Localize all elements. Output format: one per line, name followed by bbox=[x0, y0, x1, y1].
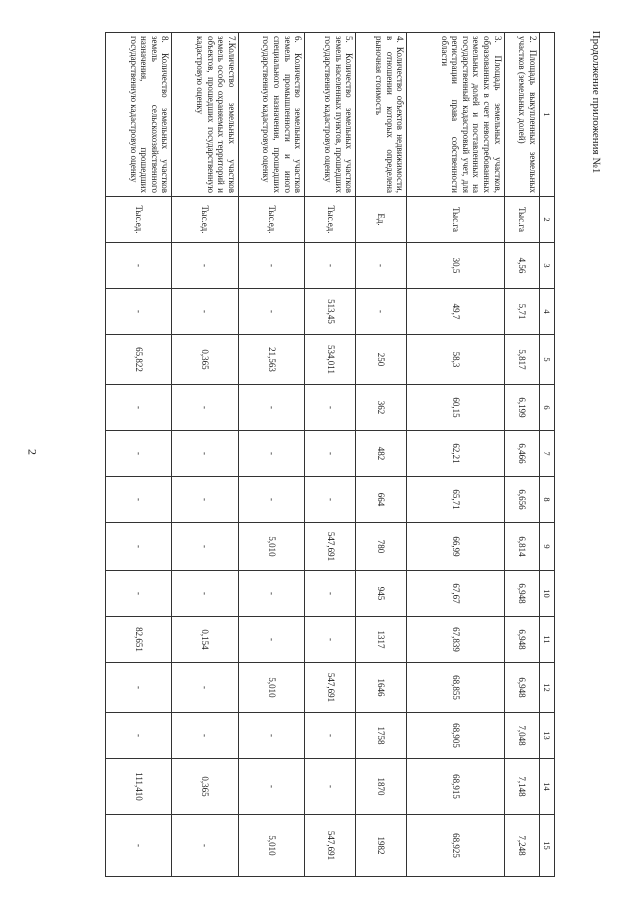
column-header: 6 bbox=[540, 385, 555, 431]
column-header: 14 bbox=[540, 759, 555, 815]
cell-value: - bbox=[305, 243, 356, 289]
cell-value: 362 bbox=[356, 385, 407, 431]
cell-value: 5,71 bbox=[504, 289, 539, 335]
cell-value: 5,817 bbox=[504, 335, 539, 385]
row-description: 7.Количество земельных участков земель особо охраняемых территорий и объектов, прошедших государственную кадастровую оценку bbox=[172, 33, 238, 197]
cell-value: 534,011 bbox=[305, 335, 356, 385]
cell-value: 21,563 bbox=[238, 335, 304, 385]
row-unit: Тыс.га bbox=[407, 197, 504, 243]
cell-value: 482 bbox=[356, 431, 407, 477]
cell-value: 62,21 bbox=[407, 431, 504, 477]
row-description: 6. Количество земельных участков земель промышленности и иного специального назначения, прошедших государственную кадастровую оценку bbox=[238, 33, 304, 197]
cell-value: - bbox=[172, 431, 238, 477]
cell-value: 780 bbox=[356, 523, 407, 571]
table-row bbox=[504, 33, 539, 877]
column-header: 4 bbox=[540, 289, 555, 335]
cell-value: - bbox=[106, 523, 172, 571]
data-table bbox=[105, 32, 555, 877]
cell-value: - bbox=[172, 477, 238, 523]
cell-value: 7,248 bbox=[504, 815, 539, 877]
cell-value: - bbox=[106, 663, 172, 713]
cell-value: - bbox=[106, 815, 172, 877]
cell-value: 547,691 bbox=[305, 815, 356, 877]
column-header: 1 bbox=[540, 33, 555, 197]
cell-value: - bbox=[238, 617, 304, 663]
cell-value: 7,048 bbox=[504, 713, 539, 759]
cell-value: - bbox=[238, 477, 304, 523]
cell-value: 68,855 bbox=[407, 663, 504, 713]
column-header: 8 bbox=[540, 477, 555, 523]
column-header: 7 bbox=[540, 431, 555, 477]
cell-value: 67,67 bbox=[407, 571, 504, 617]
cell-value: 6,656 bbox=[504, 477, 539, 523]
cell-value: - bbox=[238, 243, 304, 289]
column-header: 12 bbox=[540, 663, 555, 713]
cell-value: 0,365 bbox=[172, 759, 238, 815]
column-header: 3 bbox=[540, 243, 555, 289]
cell-value: - bbox=[305, 431, 356, 477]
cell-value: - bbox=[106, 385, 172, 431]
cell-value: - bbox=[172, 663, 238, 713]
cell-value: - bbox=[172, 815, 238, 877]
cell-value: - bbox=[172, 385, 238, 431]
cell-value: 513,45 bbox=[305, 289, 356, 335]
cell-value: - bbox=[172, 523, 238, 571]
cell-value: 664 bbox=[356, 477, 407, 523]
column-header: 9 bbox=[540, 523, 555, 571]
cell-value: - bbox=[106, 289, 172, 335]
table-row bbox=[106, 33, 172, 877]
cell-value: - bbox=[106, 431, 172, 477]
cell-value: - bbox=[305, 385, 356, 431]
cell-value: 945 bbox=[356, 571, 407, 617]
cell-value: 5,010 bbox=[238, 815, 304, 877]
cell-value: 5,010 bbox=[238, 663, 304, 713]
row-unit: Тыс.ед. bbox=[172, 197, 238, 243]
column-header: 15 bbox=[540, 815, 555, 877]
cell-value: 49,7 bbox=[407, 289, 504, 335]
cell-value: - bbox=[172, 289, 238, 335]
table-row bbox=[407, 33, 504, 877]
cell-value: 6,948 bbox=[504, 571, 539, 617]
cell-value: - bbox=[106, 243, 172, 289]
cell-value: 65,822 bbox=[106, 335, 172, 385]
table-row bbox=[172, 33, 238, 877]
cell-value: - bbox=[106, 571, 172, 617]
cell-value: - bbox=[238, 759, 304, 815]
table-row bbox=[356, 33, 407, 877]
cell-value: - bbox=[238, 289, 304, 335]
row-unit: Тыс.ед. bbox=[305, 197, 356, 243]
cell-value: 111,410 bbox=[106, 759, 172, 815]
row-unit: Тыс.ед. bbox=[106, 197, 172, 243]
row-description: 8. Количество земельных участков земель сельскохозяйственного назначения, прошедших государственную кадастровую оценку bbox=[106, 33, 172, 197]
row-unit: Ед. bbox=[356, 197, 407, 243]
column-header: 10 bbox=[540, 571, 555, 617]
cell-value: 68,905 bbox=[407, 713, 504, 759]
cell-value: - bbox=[305, 617, 356, 663]
table-row bbox=[305, 33, 356, 877]
cell-value: 5,010 bbox=[238, 523, 304, 571]
cell-value: 82,651 bbox=[106, 617, 172, 663]
cell-value: 65,71 bbox=[407, 477, 504, 523]
cell-value: - bbox=[305, 477, 356, 523]
cell-value: 60,15 bbox=[407, 385, 504, 431]
cell-value: - bbox=[238, 571, 304, 617]
cell-value: - bbox=[238, 385, 304, 431]
row-unit: Тыс.ед. bbox=[238, 197, 304, 243]
cell-value: 66,99 bbox=[407, 523, 504, 571]
cell-value: - bbox=[106, 477, 172, 523]
column-header: 13 bbox=[540, 713, 555, 759]
page-number: 2 bbox=[25, 449, 40, 455]
cell-value: 6,814 bbox=[504, 523, 539, 571]
cell-value: 6,466 bbox=[504, 431, 539, 477]
cell-value: 7,148 bbox=[504, 759, 539, 815]
cell-value: - bbox=[305, 759, 356, 815]
row-unit: Тыс.га bbox=[504, 197, 539, 243]
cell-value: - bbox=[305, 571, 356, 617]
cell-value: 1758 bbox=[356, 713, 407, 759]
cell-value: - bbox=[172, 243, 238, 289]
cell-value: 1317 bbox=[356, 617, 407, 663]
cell-value: 6,948 bbox=[504, 663, 539, 713]
column-header: 5 bbox=[540, 335, 555, 385]
cell-value: 67,839 bbox=[407, 617, 504, 663]
cell-value: - bbox=[172, 713, 238, 759]
table-row bbox=[238, 33, 304, 877]
cell-value: - bbox=[238, 713, 304, 759]
cell-value: - bbox=[172, 571, 238, 617]
cell-value: 0,365 bbox=[172, 335, 238, 385]
cell-value: 1646 bbox=[356, 663, 407, 713]
cell-value: 547,691 bbox=[305, 523, 356, 571]
cell-value: 1982 bbox=[356, 815, 407, 877]
document-table bbox=[105, 32, 555, 872]
cell-value: 547,691 bbox=[305, 663, 356, 713]
cell-value: - bbox=[238, 431, 304, 477]
cell-value: 250 bbox=[356, 335, 407, 385]
cell-value: 6,948 bbox=[504, 617, 539, 663]
table-header-row bbox=[540, 33, 555, 877]
cell-value: 6,199 bbox=[504, 385, 539, 431]
cell-value: 30,5 bbox=[407, 243, 504, 289]
cell-value: 58,3 bbox=[407, 335, 504, 385]
column-header: 2 bbox=[540, 197, 555, 243]
column-header: 11 bbox=[540, 617, 555, 663]
cell-value: 68,915 bbox=[407, 759, 504, 815]
cell-value: 0,154 bbox=[172, 617, 238, 663]
row-description: 3. Площадь земельных участков, образованных в счет невостребованных земельных долей и поставленных на государственный кадастровый учет, для регистрации права собственности области bbox=[407, 33, 504, 197]
cell-value: - bbox=[356, 243, 407, 289]
cell-value: 4,56 bbox=[504, 243, 539, 289]
cell-value: - bbox=[356, 289, 407, 335]
row-description: 2. Площадь выкупленных земельных участков (земельных долей) bbox=[504, 33, 539, 197]
row-description: 5. Количество земельных участков земель населенных пунктов, прошедших государственную кадастровую оценку bbox=[305, 33, 356, 197]
cell-value: 68,925 bbox=[407, 815, 504, 877]
cell-value: - bbox=[305, 713, 356, 759]
cell-value: - bbox=[106, 713, 172, 759]
cell-value: 1870 bbox=[356, 759, 407, 815]
page-header: Продолжение приложения №1 bbox=[590, 30, 602, 174]
row-description: 4. Количество объектов недвижимости, в отношении которых определена рыночная стоимость bbox=[356, 33, 407, 197]
